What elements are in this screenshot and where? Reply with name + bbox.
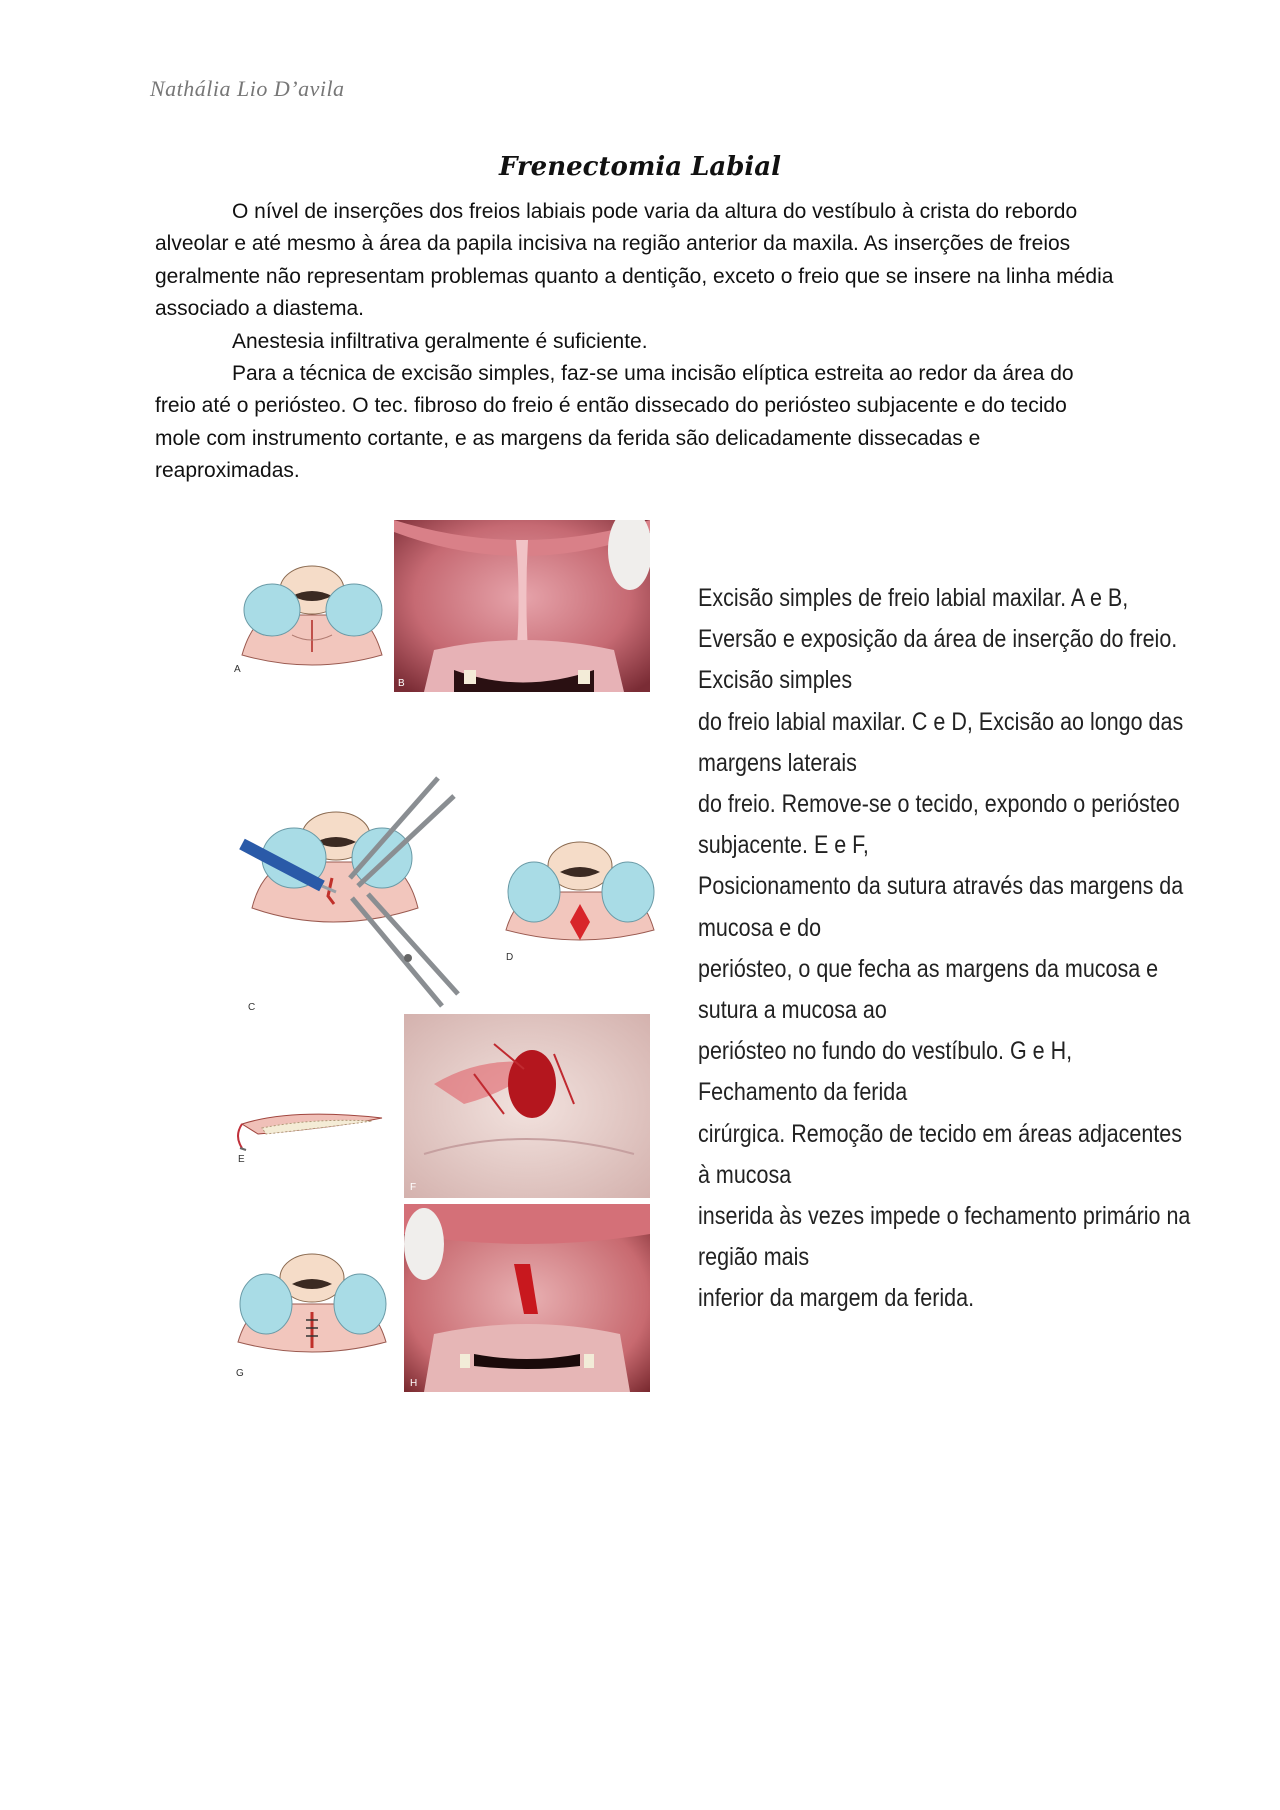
panel-h-photo — [404, 1204, 650, 1392]
caption-line: periósteo no fundo do vestíbulo. G e H, — [698, 1037, 1073, 1066]
page-title: Frenectomia Labial — [498, 152, 782, 182]
panel-e-label: E — [238, 1154, 245, 1165]
caption-line: do freio. Remove-se o tecido, expondo o periósteo — [698, 790, 1180, 819]
caption-line: periósteo, o que fecha as margens da mucosa e — [698, 954, 1159, 983]
caption-line: Posicionamento da sutura através das margens da — [698, 872, 1184, 901]
caption-line: Excisão simples — [698, 666, 853, 695]
surgical-figure — [232, 520, 1216, 1392]
caption-line: cirúrgica. Remoção de tecido em áreas adjacentes — [698, 1119, 1183, 1148]
panel-b-photo — [394, 520, 650, 692]
panel-c-illustration — [232, 768, 472, 1022]
caption-line: mucosa e do — [698, 913, 822, 942]
caption-line: à mucosa — [698, 1160, 792, 1189]
panel-d-label: D — [506, 952, 514, 963]
panel-a-label: A — [234, 664, 241, 675]
caption-line: inferior da margem da ferida. — [698, 1284, 975, 1313]
caption-line: Fechamento da ferida — [698, 1078, 908, 1107]
caption-line: sutura a mucosa ao — [698, 996, 887, 1025]
paragraph-1: O nível de inserções dos freios labiais pode varia da altura do vestíbulo à crista do rebordo alveolar e até mesmo à área da papila incisiva na região anterior da maxila. As inserções de freios geralmente não representam problemas quanto a dentição, exceto o freio que se insere na linha média associado a diastema. — [155, 200, 1114, 321]
body-text — [155, 196, 1115, 488]
paragraph-3: Para a técnica de excisão simples, faz-se uma incisão elíptica estreita ao redor da área do freio até o periósteo. O tec. fibroso do freio é então dissecado do periósteo subjacente e do tecido mole com instrumento cortante, e as margens da ferida são delicadamente dissecadas e reaproximadas. — [155, 362, 1074, 483]
panel-f-photo — [404, 1014, 650, 1198]
panel-a-illustration — [232, 560, 392, 680]
panel-d-illustration — [500, 830, 660, 970]
panel-g-label: G — [236, 1368, 244, 1379]
caption-line: região mais — [698, 1243, 810, 1272]
caption-line: do freio labial maxilar. C e D, Excisão ao longo das — [698, 707, 1184, 736]
panel-b-label: B — [398, 678, 405, 689]
caption-line: Excisão simples de freio labial maxilar. A e B, — [698, 584, 1129, 612]
caption-line: subjacente. E e F, — [698, 831, 869, 860]
caption-line: inserida às vezes impede o fechamento primário na — [698, 1202, 1191, 1231]
panel-f-label: F — [410, 1182, 417, 1193]
caption-line: margens laterais — [698, 748, 857, 777]
panel-g-illustration — [232, 1242, 392, 1382]
caption-line: Eversão e exposição da área de inserção do freio. — [698, 625, 1178, 654]
paragraph-2: Anestesia infiltrativa geralmente é suficiente. — [232, 329, 648, 353]
figure-caption — [698, 578, 1191, 1320]
panel-h-label: H — [410, 1378, 418, 1389]
panel-e-illustration — [232, 1088, 392, 1178]
panel-c-label: C — [248, 1002, 256, 1013]
author-header: Nathália Lio D’avila — [150, 76, 345, 101]
